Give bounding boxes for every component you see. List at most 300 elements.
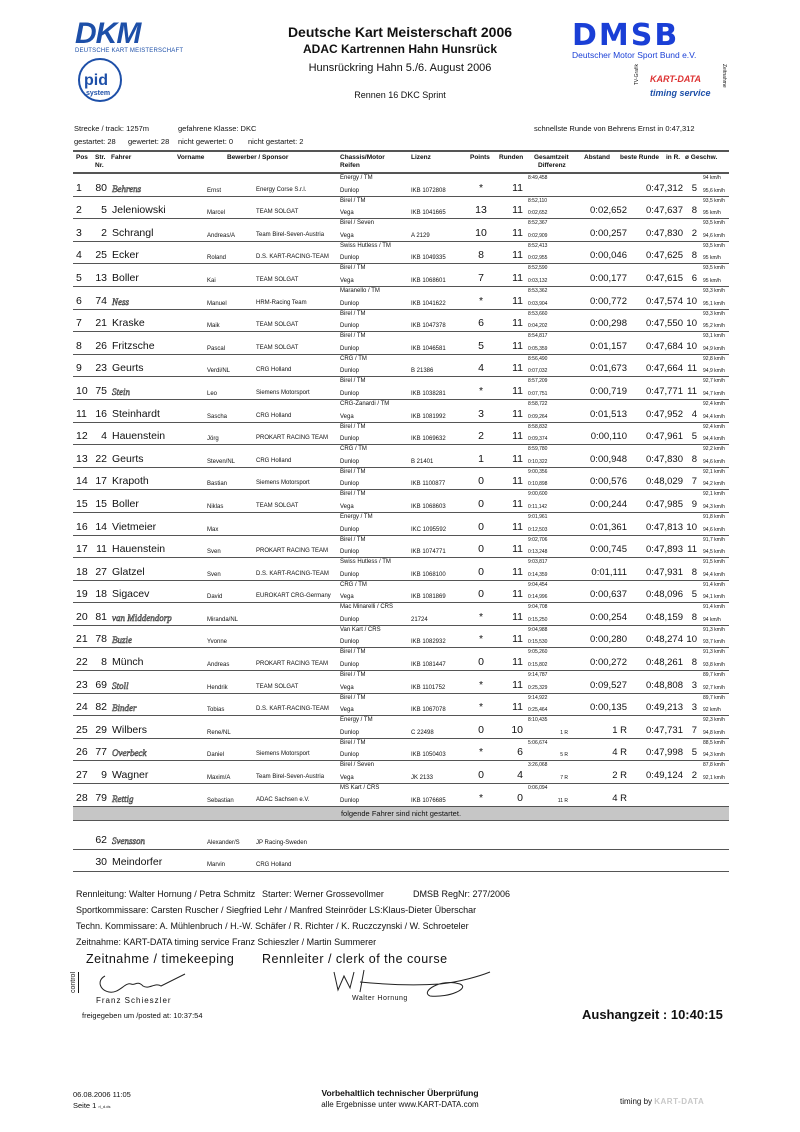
cell-chassis: Van Kart / CRS xyxy=(340,626,381,633)
cell-points: 4 xyxy=(478,362,484,375)
kart-data-logo xyxy=(632,62,727,104)
cell-chassis: Birel / TM xyxy=(340,536,366,543)
cell-nr: 69 xyxy=(95,678,107,691)
cell-runden: 6 xyxy=(517,746,523,759)
cell-name: Steinhardt xyxy=(112,407,160,420)
starter: Starter: Werner Grossevollmer xyxy=(262,889,384,899)
table-row xyxy=(73,174,729,197)
cell-lizenz: IKB 1067078 xyxy=(411,707,446,714)
venue-date: Hunsrückring Hahn 5./6. August 2006 xyxy=(308,62,492,74)
not-started-list xyxy=(73,828,729,872)
kart-data-logo-left: TV-Grafik xyxy=(634,64,640,86)
cell-nr: 80 xyxy=(95,181,107,194)
cell-speed2: 94,4 km/h xyxy=(703,571,725,578)
cell-bewerber: TEAM SOLGAT xyxy=(256,502,299,509)
cell-bewerber: TEAM SOLGAT xyxy=(256,344,299,351)
cell-runden: 11 xyxy=(512,543,523,556)
cell-reifen: Vega xyxy=(340,684,354,691)
cell-vorname: Daniel xyxy=(207,752,225,759)
dmsb-logo-subtext: Deutscher Motor Sport Bund e.V. xyxy=(572,50,697,60)
cell-name: Boller xyxy=(112,271,139,284)
cell-speed1: 92,4 km/h xyxy=(703,423,725,430)
cell-bewerber: PROKART RACING TEAM xyxy=(256,661,329,668)
cell-bewerber: CRG Holland xyxy=(256,412,292,419)
cell-best: 0:47,998 xyxy=(646,747,683,759)
cell-name: Glatzel xyxy=(112,565,145,578)
cell-nr: 27 xyxy=(95,565,107,578)
cell-speed2: 94,6 km/h xyxy=(703,232,725,239)
cell-lizenz: IKB 1038281 xyxy=(411,390,446,397)
cell-gesamt: 8:49,458 xyxy=(528,175,548,181)
cell-inr: 6 xyxy=(691,272,697,284)
cell-points: * xyxy=(478,384,484,397)
cell-speed2: 95,6 km/h xyxy=(703,187,725,194)
table-row xyxy=(73,716,729,739)
cell-runden: 11 xyxy=(512,520,523,533)
cell-diff: 0:02,652 xyxy=(528,210,548,217)
cell-abstand: 0:00,637 xyxy=(590,589,627,601)
cell-nr: 15 xyxy=(95,497,107,510)
cell-name: Hauenstein xyxy=(112,430,166,443)
cell-reifen: Dunlop xyxy=(340,752,360,759)
cell-pos: 4 xyxy=(76,249,82,262)
not-started-row xyxy=(73,828,729,850)
cell-chassis: MS Kart / CRS xyxy=(340,785,380,792)
cell-abstand: 0:09,527 xyxy=(590,679,627,691)
cell-pos: 20 xyxy=(76,610,88,623)
cell-pos: 21 xyxy=(76,633,88,646)
cell-inr: 3 xyxy=(691,702,697,714)
signer-name-hornung: Walter Hornung xyxy=(352,995,408,1002)
cell-chassis: Birel / TM xyxy=(340,197,366,204)
cell-points: 0 xyxy=(478,588,484,601)
cell-bewerber: Team Birel-Seven-Austria xyxy=(256,774,325,781)
cell-name: Münch xyxy=(112,656,144,669)
cell-chassis: CRG / TM xyxy=(340,581,367,588)
cell-reifen: Dunlop xyxy=(340,571,360,578)
cell-runden: 11 xyxy=(512,475,523,488)
col-points: Points xyxy=(470,154,490,161)
signer-name-schieszler: Franz Schieszler xyxy=(96,996,172,1005)
cell-nr: 29 xyxy=(95,723,107,736)
cell-nr: 4 xyxy=(101,430,107,443)
cell-gesamt: 8:54,817 xyxy=(528,333,548,340)
cell-diff: 0:09,264 xyxy=(528,413,548,420)
cell-inr: 8 xyxy=(691,566,697,578)
cell-lizenz: IKB 1101752 xyxy=(411,684,446,691)
cell-gesamt: 8:56,490 xyxy=(528,355,548,362)
signature-schieszler xyxy=(95,968,195,998)
cell-chassis: Swiss Hutless / TM xyxy=(340,559,391,566)
cell-best: 0:48,808 xyxy=(646,679,683,691)
cell-bewerber: D.S. KART-RACING-TEAM xyxy=(256,570,329,577)
col-bewerber: Bewerber / Sponsor xyxy=(227,154,289,161)
cell-chassis: Birel / TM xyxy=(340,649,366,656)
cell-speed1: 91,5 km/h xyxy=(703,559,725,566)
cell-vorname: Roland xyxy=(207,255,227,262)
cell-runden: 11 xyxy=(512,610,523,623)
cell-speed2: 92,1 km/h xyxy=(703,775,725,782)
cell-name: Vietmeier xyxy=(112,520,157,533)
col-reifen: Reifen xyxy=(340,162,360,169)
cell-abstand: 0:00,135 xyxy=(590,702,627,714)
dmsb-reg-nr: DMSB RegNr: 277/2006 xyxy=(413,889,511,899)
cell-points: * xyxy=(478,633,484,646)
cell-reifen: Dunlop xyxy=(340,368,360,375)
cell-pos: 28 xyxy=(76,791,88,804)
col-best-lap: beste Runde xyxy=(620,154,660,161)
cell-speed1: 92,2 km/h xyxy=(703,446,725,453)
cell-pos: 22 xyxy=(76,656,88,669)
cell-lizenz: IKB 1100877 xyxy=(411,481,446,488)
cell-nr: 75 xyxy=(95,384,107,397)
cell-lizenz: IKB 1068100 xyxy=(411,571,446,578)
cell-pos: 6 xyxy=(76,294,82,307)
cell-name: Ness xyxy=(112,296,130,307)
cell-nr: 62 xyxy=(95,833,107,846)
cell-pos: 1 xyxy=(76,181,82,194)
cell-diff: 0:04,202 xyxy=(528,323,548,330)
cell-speed1: 91,4 km/h xyxy=(703,604,725,611)
table-row xyxy=(73,355,729,378)
cell-gesamt: 8:53,660 xyxy=(528,310,548,317)
table-row xyxy=(73,423,729,446)
cell-vorname: Max xyxy=(207,526,219,533)
cell-reifen: Dunlop xyxy=(340,549,360,556)
cell-name: Behrens xyxy=(112,183,142,194)
cell-vorname: Bastian xyxy=(207,481,228,488)
not-started-row xyxy=(73,850,729,872)
cell-vorname: Sebastian xyxy=(207,797,234,804)
cell-best: 0:47,952 xyxy=(646,408,683,420)
table-row xyxy=(73,513,729,536)
cell-abstand: 0:02,652 xyxy=(590,205,627,217)
cell-points: * xyxy=(478,791,484,804)
cell-chassis: Energy / TM xyxy=(340,717,373,724)
cell-reifen: Dunlop xyxy=(340,436,360,443)
cell-nr: 22 xyxy=(95,452,107,465)
cell-lizenz: IKB 1074771 xyxy=(411,549,446,556)
kart-data-logo-bottom: timing service xyxy=(650,88,711,98)
cell-bewerber: Siemens Motorsport xyxy=(256,751,310,758)
cell-diff: 0:02,955 xyxy=(528,255,548,262)
cell-bewerber: TEAM SOLGAT xyxy=(256,683,299,690)
cell-chassis: Birel / Seven xyxy=(340,220,375,227)
cell-vorname: Sascha xyxy=(207,413,228,420)
cell-vorname: Hendrik xyxy=(207,684,228,691)
cell-inr: 5 xyxy=(691,747,697,759)
cell-nr: 8 xyxy=(101,656,107,669)
cell-name: Svensson xyxy=(112,835,145,846)
cell-lizenz: IKB 1069632 xyxy=(411,436,446,443)
page-number xyxy=(73,1101,110,1110)
cell-reifen: Dunlop xyxy=(340,797,360,804)
cell-best: 0:47,771 xyxy=(646,385,683,397)
cell-lizenz: IKB 1046581 xyxy=(411,345,446,352)
cell-name: Hauenstein xyxy=(112,543,166,556)
cell-inr: 8 xyxy=(691,205,697,217)
cell-points: 0 xyxy=(478,497,484,510)
cell-pos: 10 xyxy=(76,384,88,397)
cell-name: Stoll xyxy=(112,680,129,691)
cell-runden: 11 xyxy=(512,181,523,194)
cell-reifen: Vega xyxy=(340,413,354,420)
cell-abstand: 0:01,673 xyxy=(590,363,627,375)
cell-runden: 11 xyxy=(512,452,523,465)
cell-abstand: 0:01,361 xyxy=(590,521,627,533)
cell-inr: 8 xyxy=(691,611,697,623)
cell-vorname: Sven xyxy=(207,549,221,556)
cell-chassis: Birel / TM xyxy=(340,491,366,498)
table-row xyxy=(73,468,729,491)
cell-name: Wagner xyxy=(112,769,149,782)
dmsb-logo xyxy=(572,18,728,60)
cell-gesamt: 8:52,413 xyxy=(528,242,548,249)
cell-reifen: Dunlop xyxy=(340,300,360,307)
dmsb-logo-text: DMSB xyxy=(572,18,680,53)
table-body xyxy=(73,174,729,807)
col-chassis: Chassis/Motor xyxy=(340,154,385,161)
cell-speed2: 94,2 km/h xyxy=(703,481,725,488)
table-row xyxy=(73,648,729,671)
cell-speed1: 93,5 km/h xyxy=(703,242,725,249)
cell-nr: 26 xyxy=(95,339,107,352)
cell-gesamt: 8:52,367 xyxy=(528,220,548,227)
cell-best: 0:48,261 xyxy=(646,657,683,669)
cell-name: Geurts xyxy=(112,362,144,375)
cell-lizenz: B 21386 xyxy=(411,368,434,375)
cell-gesamt: 9:00,356 xyxy=(528,468,548,475)
cell-speed2: 94,5 km/h xyxy=(703,549,725,556)
cell-points: 5 xyxy=(478,339,484,352)
cell-vorname: Miranda/NL xyxy=(207,616,239,623)
classified-count: gewertet: 28 xyxy=(128,137,170,146)
cell-runden: 11 xyxy=(512,339,523,352)
cell-reifen: Dunlop xyxy=(340,345,360,352)
cell-chassis: Energy / TM xyxy=(340,175,373,181)
cell-vorname: Leo xyxy=(207,390,218,397)
cell-reifen: Vega xyxy=(340,277,354,284)
cell-chassis: CRG / TM xyxy=(340,446,367,453)
cell-reifen: Dunlop xyxy=(340,458,360,465)
cell-abstand: 0:00,280 xyxy=(590,634,627,646)
table-row xyxy=(73,558,729,581)
cell-name: Overbeck xyxy=(112,748,147,759)
cell-speed2: 94,3 km/h xyxy=(703,503,725,510)
cell-runden: 11 xyxy=(512,407,523,420)
cell-speed2: 95,1 km/h xyxy=(703,300,725,307)
cell-pos: 24 xyxy=(76,701,88,714)
dkm-logo-subtext: DEUTSCHE KART MEISTERSCHAFT xyxy=(75,48,184,54)
cell-gesamt: 8:57,209 xyxy=(528,378,548,385)
cell-bewerber: CRG Holland xyxy=(256,457,292,464)
cell-runden: 11 xyxy=(512,384,523,397)
cell-lizenz: C 22498 xyxy=(411,729,434,736)
cell-bewerber: TEAM SOLGAT xyxy=(256,209,299,216)
clerk-label: Rennleiter / clerk of the course xyxy=(262,952,448,966)
table-row xyxy=(73,739,729,762)
cell-lizenz: IKB 1081447 xyxy=(411,662,446,669)
cell-diff: 1 R xyxy=(560,729,568,736)
cell-diff: 0:03,904 xyxy=(528,300,548,307)
cell-nr: 18 xyxy=(95,588,107,601)
cell-points: * xyxy=(478,181,484,194)
cell-vorname: Yvonne xyxy=(207,639,228,646)
cell-abstand: 0:01,513 xyxy=(590,408,627,420)
cell-runden: 11 xyxy=(512,656,523,669)
cell-speed1: 92,1 km/h xyxy=(703,491,725,498)
cell-bewerber: Siemens Motorsport xyxy=(256,389,310,396)
cell-runden: 11 xyxy=(512,701,523,714)
cell-best: 0:47,312 xyxy=(646,182,683,194)
cell-points: * xyxy=(478,746,484,759)
cell-name: Wilbers xyxy=(112,723,148,736)
cell-bewerber: EUROKART CRG-Germany xyxy=(256,593,331,600)
cell-vorname: Andreas/A xyxy=(207,232,236,239)
cell-reifen: Vega xyxy=(340,594,354,601)
cell-lizenz: IKB 1047378 xyxy=(411,323,446,330)
cell-bewerber: Energy Corse S.r.l. xyxy=(256,186,307,193)
cell-reifen: Dunlop xyxy=(340,639,360,646)
cell-pos: 5 xyxy=(76,271,82,284)
cell-nr: 16 xyxy=(95,407,107,420)
col-gesamtzeit: Gesamtzeit xyxy=(534,154,569,161)
cell-inr: 10 xyxy=(686,340,697,352)
cell-gesamt: 3:26,068 xyxy=(528,762,548,769)
cell-nr: 9 xyxy=(101,769,107,782)
cell-points: 8 xyxy=(478,249,484,262)
cell-best: 0:47,574 xyxy=(646,295,683,307)
cell-bewerber: JP Racing-Sweden xyxy=(256,839,307,846)
cell-speed2: 92,7 km/h xyxy=(703,684,725,691)
table-row xyxy=(73,310,729,333)
cell-best: 0:47,813 xyxy=(646,521,683,533)
cell-diff: 7 R xyxy=(560,775,568,782)
cell-nr: 77 xyxy=(95,746,107,759)
cell-pos: 23 xyxy=(76,678,88,691)
cell-abstand: 0:00,298 xyxy=(590,318,627,330)
cell-gesamt: 5:06,674 xyxy=(528,739,548,746)
cell-gesamt: 8:52,110 xyxy=(528,197,548,204)
cell-points: * xyxy=(478,678,484,691)
cell-pos: 26 xyxy=(76,746,88,759)
cell-lizenz: IKB 1068601 xyxy=(411,277,446,284)
cell-abstand: 2 R xyxy=(612,770,627,782)
cell-bewerber: CRG Holland xyxy=(256,367,292,374)
cell-speed1: 93,5 km/h xyxy=(703,220,725,227)
cell-pos: 11 xyxy=(76,407,87,420)
cell-diff: 0:11,142 xyxy=(528,503,548,510)
cell-chassis: CRG / TM xyxy=(340,355,367,362)
cell-runden: 4 xyxy=(517,769,523,782)
cell-pos: 8 xyxy=(76,339,82,352)
cell-name: Schrangl xyxy=(112,226,154,239)
cell-speed1: 92,1 km/h xyxy=(703,468,725,475)
results-url[interactable]: alle Ergebnisse unter www.KART-DATA.com xyxy=(321,1100,479,1109)
cell-inr: 7 xyxy=(691,476,697,488)
cell-best: 0:48,029 xyxy=(646,476,683,488)
cell-bewerber: TEAM SOLGAT xyxy=(256,276,299,283)
cell-inr: 10 xyxy=(686,295,697,307)
cell-runden: 11 xyxy=(512,204,523,217)
cell-vorname: Ernst xyxy=(207,187,222,194)
col-pos: Pos xyxy=(76,154,88,161)
cell-nr: 79 xyxy=(95,791,107,804)
cell-points: * xyxy=(478,701,484,714)
cell-pos: 12 xyxy=(76,430,88,443)
cell-diff: 0:05,359 xyxy=(528,345,548,352)
cell-best: 0:48,274 xyxy=(646,634,683,646)
col-runden: Runden xyxy=(499,154,524,161)
timekeeping-label: Zeitnahme / timekeeping xyxy=(86,952,235,966)
cell-bewerber: D.S. KART-RACING-TEAM xyxy=(256,254,329,261)
cell-gesamt: 9:04,454 xyxy=(528,581,548,588)
cell-gesamt: 9:14,922 xyxy=(528,694,548,701)
kart-data-brand: KART-DATA xyxy=(654,1097,705,1106)
cell-chassis: Birel / TM xyxy=(340,378,366,385)
cell-chassis: Birel / TM xyxy=(340,265,366,272)
cell-nr: 25 xyxy=(95,249,107,262)
cell-lizenz: A 2129 xyxy=(411,232,430,239)
cell-vorname: Kai xyxy=(207,277,216,284)
cell-points: 0 xyxy=(478,769,484,782)
table-row xyxy=(73,603,729,626)
cell-vorname: Verdi/NL xyxy=(207,368,231,375)
cell-nr: 23 xyxy=(95,362,107,375)
cell-abstand: 0:00,254 xyxy=(590,611,627,623)
cell-runden: 10 xyxy=(511,723,523,736)
dkm-logo xyxy=(75,17,185,56)
results-table xyxy=(73,150,729,872)
cell-lizenz: IKB 1081992 xyxy=(411,413,446,420)
cell-bewerber: CRG Holland xyxy=(256,861,292,868)
cell-nr: 17 xyxy=(95,475,107,488)
cell-chassis: Birel / TM xyxy=(340,694,366,701)
cell-vorname: Maik xyxy=(207,323,220,330)
table-row xyxy=(73,400,729,423)
cell-name: Jeleniowski xyxy=(112,204,166,217)
cell-speed2: 94,8 km/h xyxy=(703,729,725,736)
cell-lizenz: IKB 1041622 xyxy=(411,300,446,307)
cell-abstand: 0:00,719 xyxy=(590,385,627,397)
cell-chassis: Birel / TM xyxy=(340,672,366,679)
cell-runden: 11 xyxy=(512,362,523,375)
cell-vorname: Andreas xyxy=(207,662,230,669)
cell-speed1: 91,3 km/h xyxy=(703,649,725,656)
cell-chassis: Birel / Seven xyxy=(340,762,375,769)
cell-lizenz: IKB 1049335 xyxy=(411,255,446,262)
cell-diff: 0:03,132 xyxy=(528,277,548,284)
cell-speed2: 94,4 km/h xyxy=(703,436,725,443)
cell-speed1: 93,5 km/h xyxy=(703,197,725,204)
cell-best: 0:48,096 xyxy=(646,589,683,601)
cell-name: Rettig xyxy=(112,793,134,804)
table-row xyxy=(73,264,729,287)
timing-by-label: timing by xyxy=(620,1097,653,1106)
table-row xyxy=(73,287,729,310)
cell-nr: 78 xyxy=(95,633,107,646)
cell-best: 0:47,731 xyxy=(646,724,683,736)
cell-speed2: 94,7 km/h xyxy=(703,390,725,397)
disclaimer: Vorbehaltlich technischer Überprüfung xyxy=(321,1088,479,1098)
cell-gesamt: 0:06,094 xyxy=(528,785,548,792)
cell-nr: 30 xyxy=(95,855,107,868)
table-row xyxy=(73,536,729,559)
cell-speed2: 94,9 km/h xyxy=(703,345,725,352)
cell-bewerber: TEAM SOLGAT xyxy=(256,322,299,329)
table-row xyxy=(73,671,729,694)
kart-data-logo-top: KART-DATA xyxy=(650,74,701,84)
